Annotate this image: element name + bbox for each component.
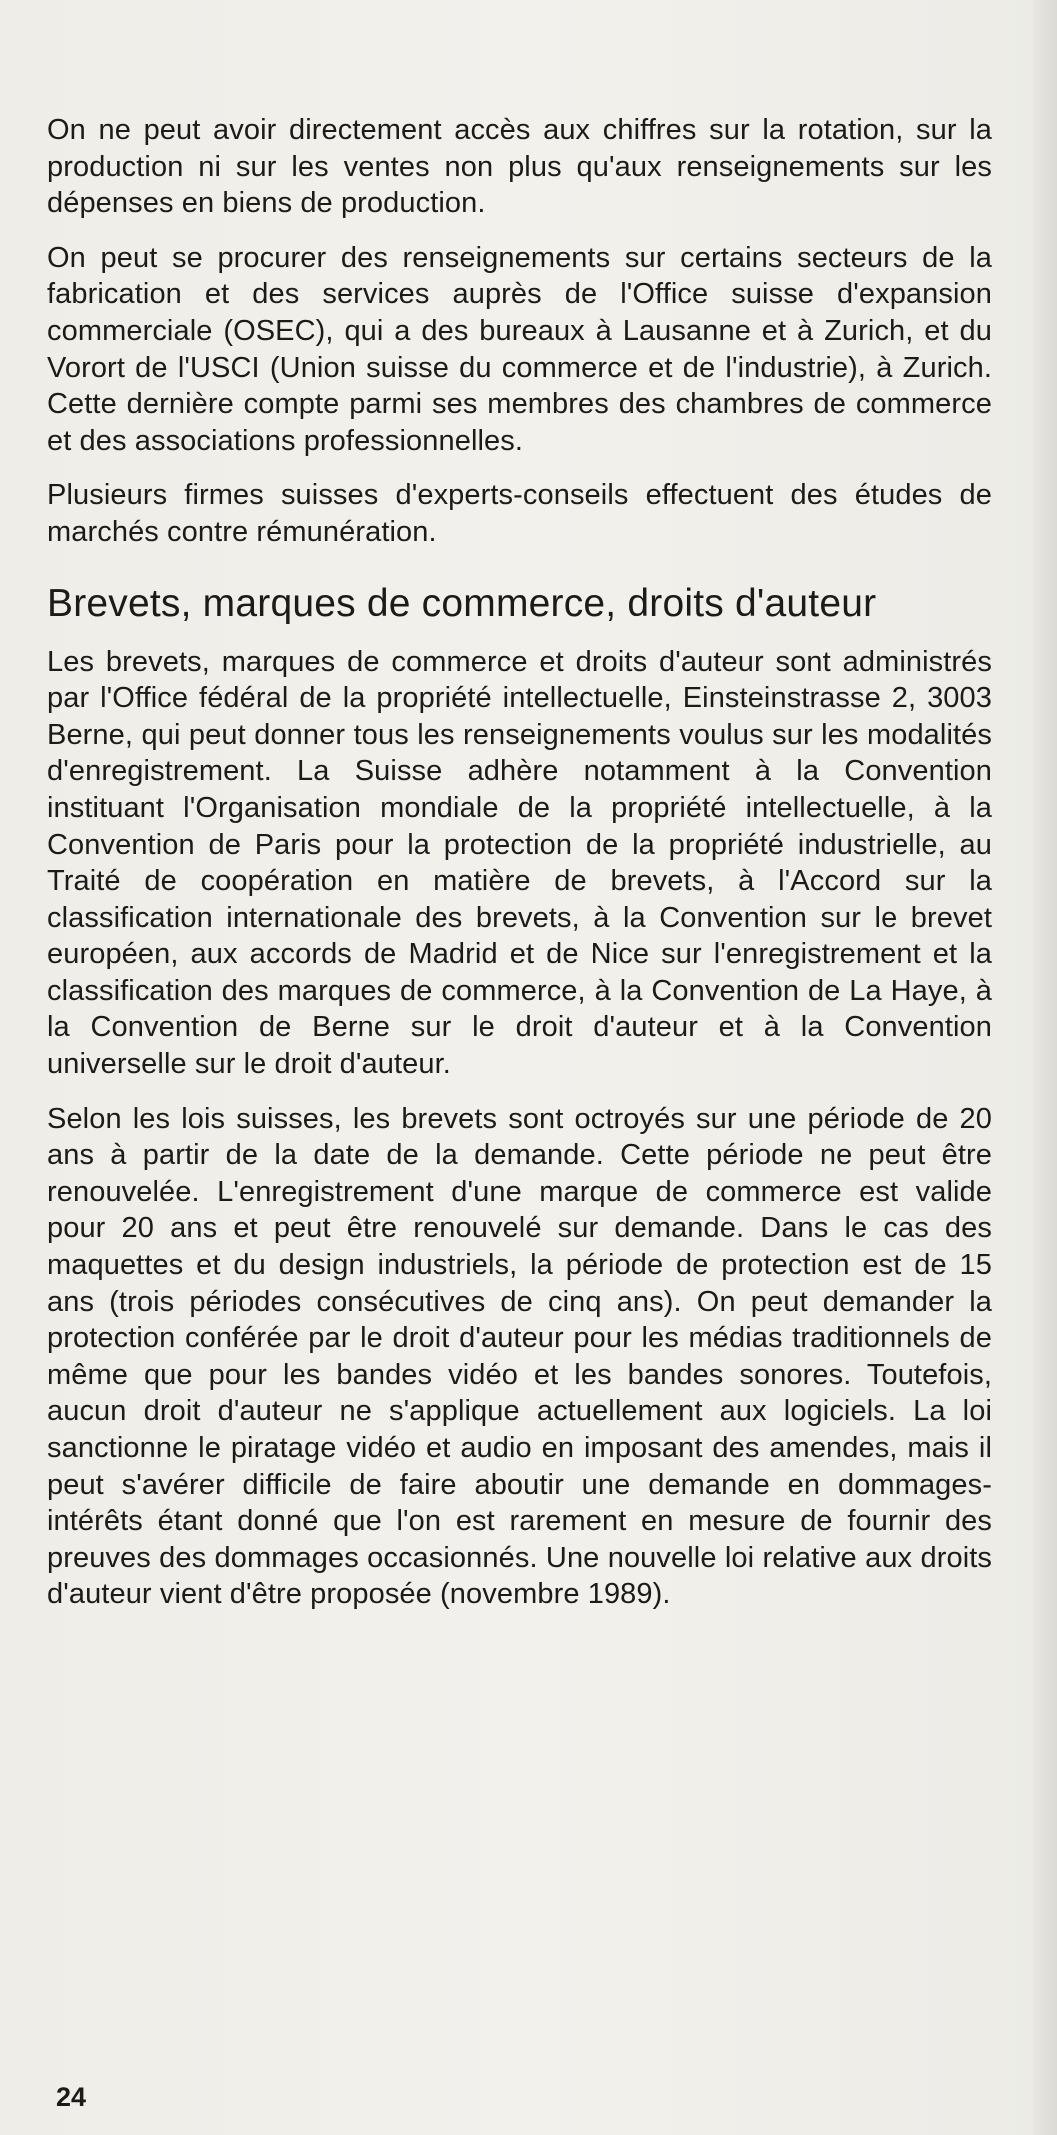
section-heading: Brevets, marques de commerce, droits d'auteur xyxy=(47,581,877,625)
page-edge-shadow xyxy=(1033,0,1057,2135)
page-number: 24 xyxy=(56,2082,87,2112)
paragraph-rotation-data: On ne peut avoir directement accès aux chiffres sur la rotation, sur la production ni sur les ventes non plus qu'aux renseignements sur les dépenses en biens de production. xyxy=(47,114,992,220)
paragraph-patent-duration: Selon les lois suisses, les brevets sont octroyés sur une période de 20 ans à partir de la date de la demande. Cette période ne peut être renouvelée. L'enregistrement d'une marque de commerce est valide pour 20 ans et peut être renouvelé sur demande. Dans le cas des maquettes et du design industriels, la période de protection est de 15 ans (trois périodes consécutives de cinq ans). On peut demander la protection conférée par le droit d'auteur pour les médias traditionnels de même que pour les bandes vidéo et les bandes sonores. Toutefois, aucun droit d'auteur ne s'applique actuellement aux logiciels. La loi sanctionne le piratage vidéo et audio en imposant des amendes, mais il peut s'avérer difficile de faire aboutir une demande en dommages-intérêts étant donné que l'on est rarement en mesure de fournir des preuves des dommages occasionnés. Une nouvelle loi relative aux droits d'auteur vient d'être proposée (novembre 1989). xyxy=(47,1102,992,1611)
paragraph-patent-administration: Les brevets, marques de commerce et droits d'auteur sont administrés par l'Office fédéral de la propriété intellectuelle, Einsteinstrasse 2, 3003 Berne, qui peut donner tous les renseignements voulus sur les modalités d'enregistrement. La Suisse adhère notamment à la Convention instituant l'Organisation mondiale de la propriété intellectuelle, à la Convention de Paris pour la protection de la propriété industrielle, au Traité de coopération en matière de brevets, à l'Accord sur la classification internationale des brevets, à la Convention sur le brevet européen, aux accords de Madrid et de Nice sur l'enregistrement et la classification des marques de commerce, à la Convention de La Haye, à la Convention de Berne sur le droit d'auteur et à la Convention universelle sur le droit d'auteur. xyxy=(47,645,992,1081)
paragraph-information-sources: On peut se procurer des renseignements sur certains secteurs de la fabrication et des services auprès de l'Office suisse d'expansion commerciale (OSEC), qui a des bureaux à Lausanne et à Zurich, et du Vorort de l'USCI (Union suisse du commerce et de l'industrie), à Zurich. Cette dernière compte parmi ses membres des chambres de commerce et des associations professionnelles. xyxy=(47,241,992,457)
paragraph-consulting-firms: Plusieurs firmes suisses d'experts-conseils effectuent des études de marchés contre rémunération. xyxy=(47,479,992,548)
page-content xyxy=(47,112,992,1631)
